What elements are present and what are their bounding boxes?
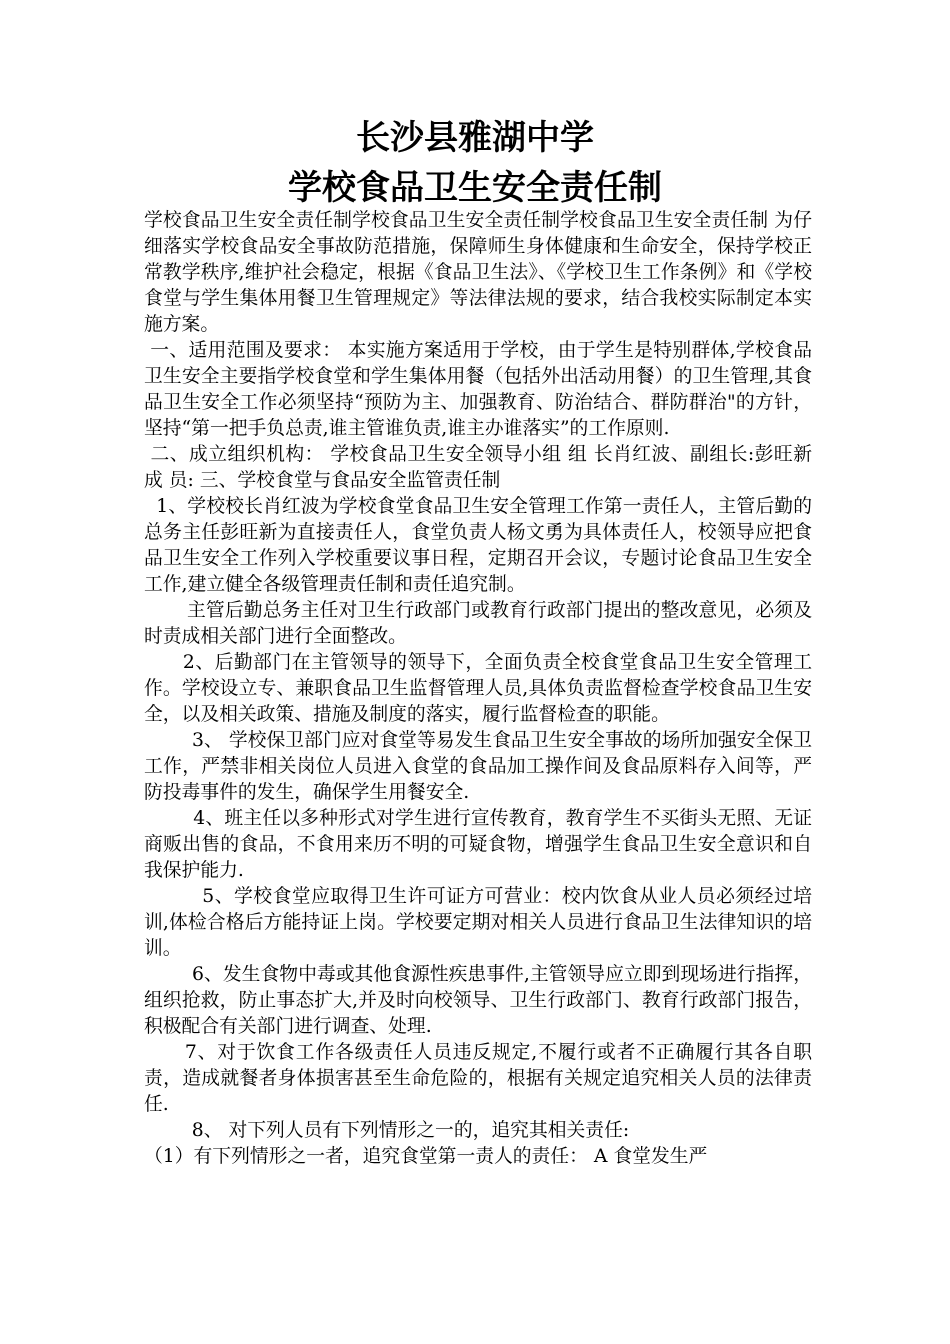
- paragraph-item-8-sub-1: （1）有下列情形之一者，追究食堂第一责人的责任： A 食堂发生严: [144, 1146, 708, 1167]
- paragraph-scope: 一、适用范围及要求： 本实施方案适用于学校，由于学生是特别群体,学校食品卫生安全主要指学校食堂和学生集体用餐（包括外出活动用餐）的卫生管理,其食品卫生安全工作必须坚持“预防为主、加强教育、防治结合、群防群治"的方针，坚持“第一把手负总责,谁主管谁负责,谁主办谁落实”的工作原则.: [144, 340, 812, 439]
- document-title-school: 长沙县雅湖中学: [356, 118, 594, 158]
- paragraph-item-8: 8、 对下列人员有下列情形之一的，追究其相关责任:: [144, 1120, 630, 1141]
- paragraph-item-3: 3、 学校保卫部门应对食堂等易发生食品卫生安全事故的场所加强安全保卫工作，严禁非相关岗位人员进入食堂的食品加工操作间及食品原料存入间等，严防投毒事件的发生，确保学生用餐安全.: [144, 730, 813, 803]
- paragraph-item-2: 2、后勤部门在主管领导的领导下，全面负责全校食堂食品卫生安全管理工作。学校设立专、兼职食品卫生监督管理人员,具体负责监督检查学校食品卫生安全，以及相关政策、措施及制度的落实，履行监督检查的职能。: [144, 652, 812, 725]
- paragraph-intro: 学校食品卫生安全责任制学校食品卫生安全责任制学校食品卫生安全责任制 为仔细落实学校食品安全事故防范措施，保障师生身体健康和生命安全，保持学校正常教学秩序,维护社会稳定，根据《食品卫生法》、《学校卫生工作条例》和《学校食堂与学生集体用餐卫生管理规定》等法律法规的要求，结合我校实际制定本实施方案。: [144, 210, 812, 335]
- paragraph-rectification: 主管后勤总务主任对卫生行政部门或教育行政部门提出的整改意见，必须及时责成相关部门进行全面整改。: [144, 600, 813, 647]
- paragraph-item-6: 6、发生食物中毒或其他食源性疾患事件,主管领导应立即到现场进行指挥，组织抢救，防止事态扩大,并及时向校领导、卫生行政部门、教育行政部门报告，积极配合有关部门进行调查、处理.: [144, 964, 813, 1037]
- paragraph-item-4: 4、班主任以多种形式对学生进行宣传教育，教育学生不买街头无照、无证商贩出售的食品，不食用来历不明的可疑食物，增强学生食品卫生安全意识和自我保护能力.: [144, 808, 812, 881]
- document-body: [144, 208, 824, 1170]
- paragraph-item-7: 7、对于饮食工作各级责任人员违反规定,不履行或者不正确履行其各自职责，造成就餐者身体损害甚至生命危险的，根据有关规定追究相关人员的法律责任.: [144, 1042, 813, 1115]
- paragraph-item-1: 1、学校校长肖红波为学校食堂食品卫生安全管理工作第一责任人，主管后勤的总务主任彭旺新为直接责任人，食堂负责人杨文勇为具体责任人，校领导应把食品卫生安全工作列入学校重要议事日程，定期召开会议，专题讨论食品卫生安全工作,建立健全各级管理责任制和责任追究制。: [144, 496, 812, 595]
- paragraph-item-5: 5、学校食堂应取得卫生许可证方可营业：校内饮食从业人员必须经过培训,体检合格后方能持证上岗。学校要定期对相关人员进行食品卫生法律知识的培训。: [144, 886, 813, 959]
- document-title-main: 学校食品卫生安全责任制: [288, 168, 662, 208]
- paragraph-organization: 二、成立组织机构： 学校食品卫生安全领导小组 组 长肖红波、副组长:彭旺新 成 员: 三、学校食堂与食品安全监管责任制: [144, 444, 824, 491]
